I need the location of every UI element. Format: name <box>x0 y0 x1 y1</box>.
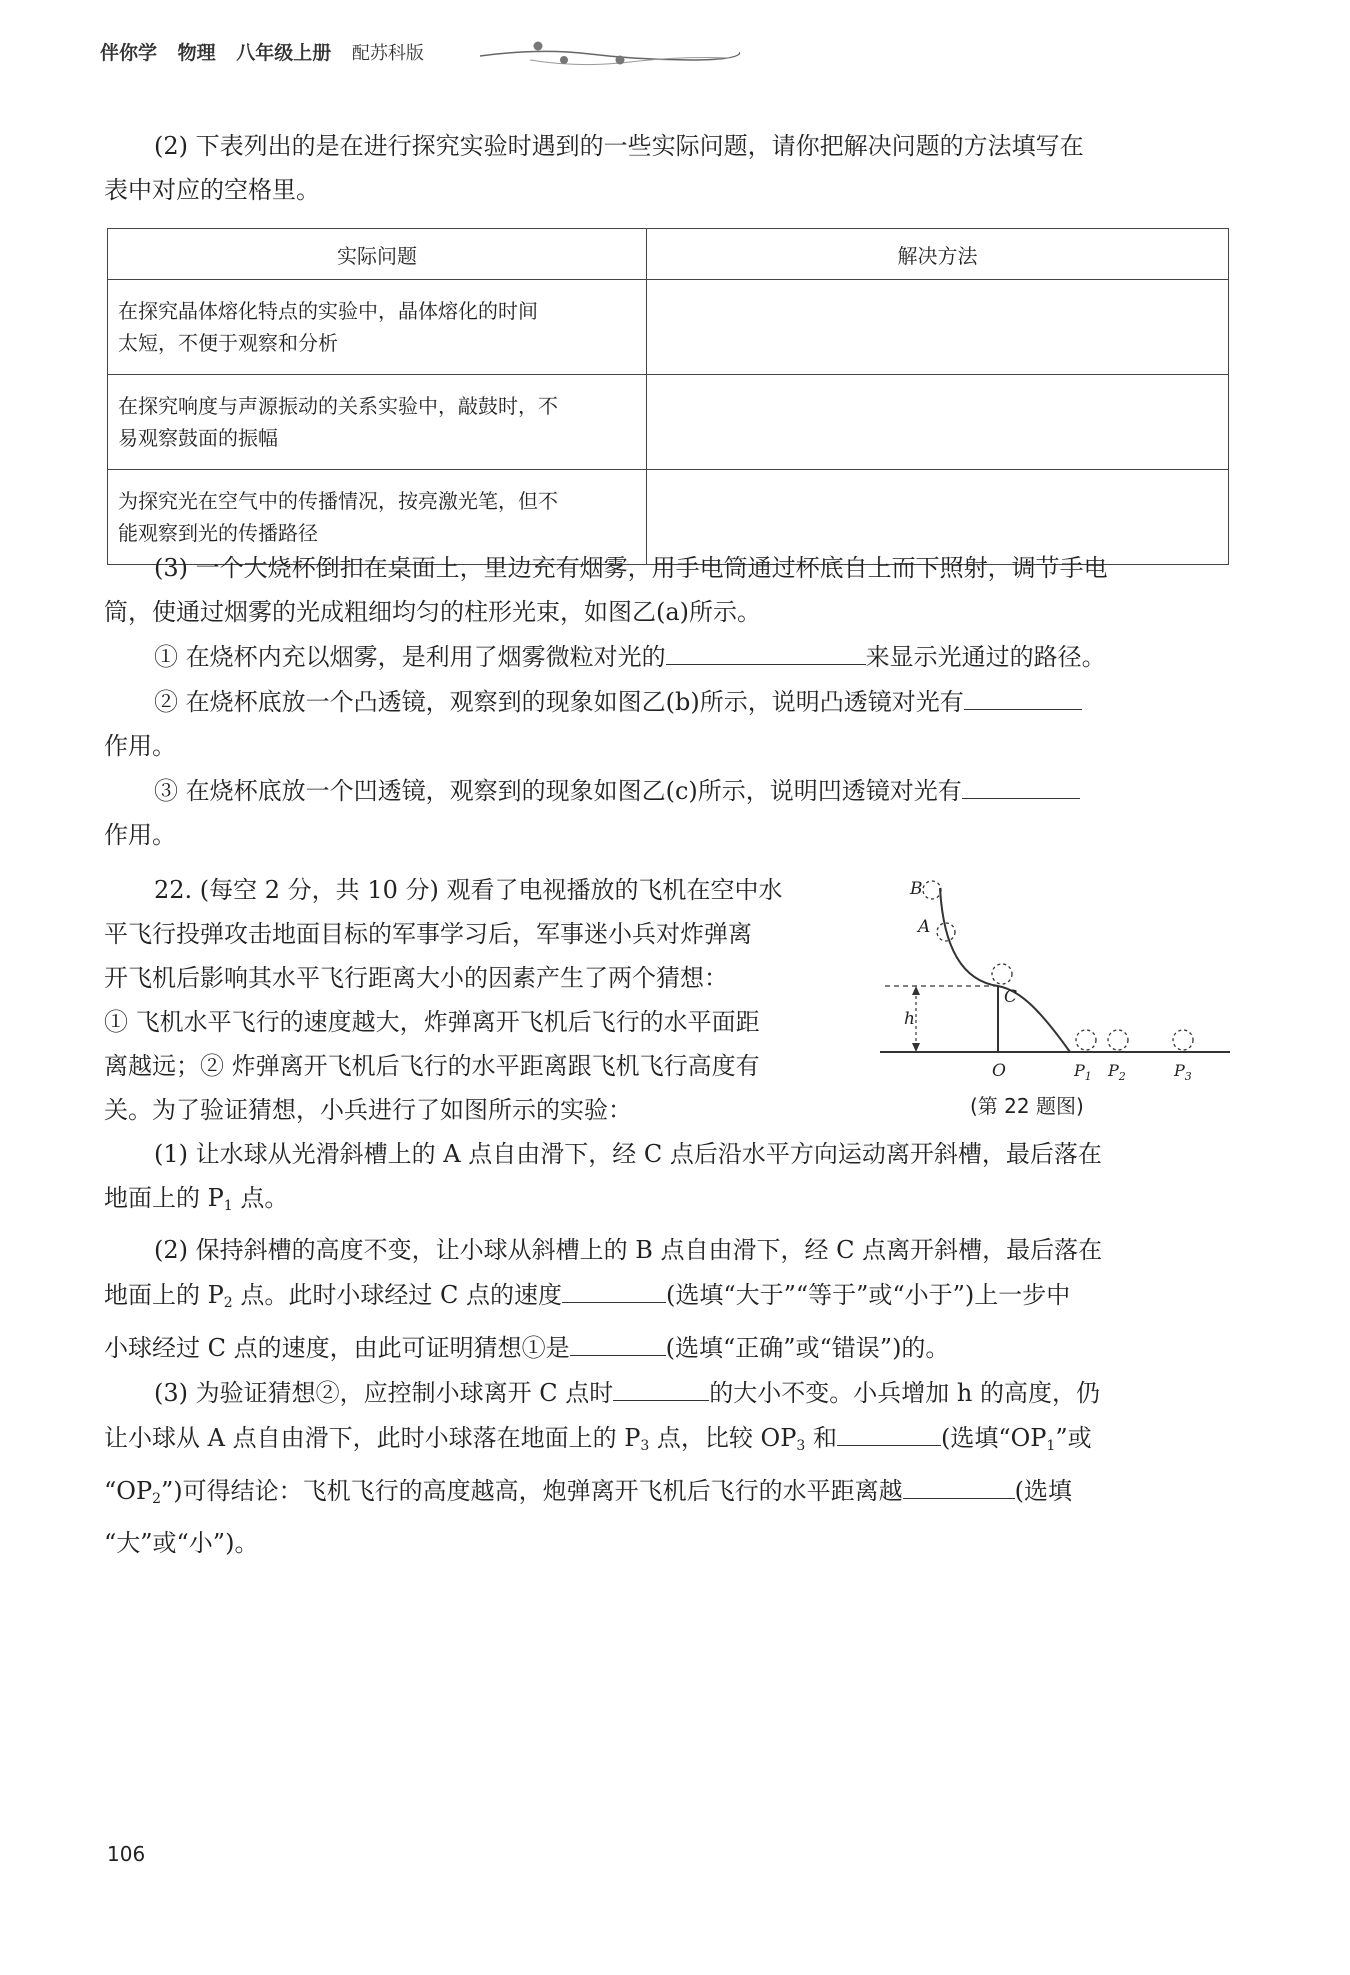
problem-cell: 为探究光在空气中的传播情况，按亮激光笔，但不 能观察到光的传播路径 <box>108 470 647 565</box>
q21-part2-text: (2) 下表列出的是在进行探究实验时遇到的一些实际问题，请你把解决问题的方法填写在 表中对应的空格里。 <box>104 132 1084 204</box>
label-P3: $P_3$ <box>1174 1061 1192 1083</box>
blank-guess1[interactable] <box>570 1325 666 1356</box>
label-P1: $P_1$ <box>1074 1061 1092 1083</box>
ball-P2 <box>1108 1030 1128 1050</box>
header-problem: 实际问题 <box>108 229 647 280</box>
header-decoration <box>480 38 740 78</box>
book-title: 伴你学 <box>100 42 158 64</box>
solution-cell[interactable] <box>647 375 1229 470</box>
table-row <box>108 280 1229 375</box>
q21-part3-text: (3) 一个大烧杯倒扣在桌面上，里边充有烟雾，用手电筒通过杯底自上而下照射，调节手电 筒，使通过烟雾的光成粗细均匀的柱形光束，如图乙(a)所示。 ① 在烧杯内充以烟雾，是利用了烟雾微粒对光的 来显示光通过的路径。 ② 在烧杯底放一个凸透镜，观察到的现象如图乙(b)所示，说明凸透镜对光有 作用。 ③ 在烧杯底放一个凹透镜，观察到的现象如图乙(c)所示，说明凹透镜对光有 作用。 <box>104 546 1230 857</box>
item2: ② 在烧杯底放一个凸透镜，观察到的现象如图乙(b)所示，说明凸透镜对光有 <box>104 679 1230 724</box>
blank-speed[interactable] <box>562 1272 666 1303</box>
item3: ③ 在烧杯底放一个凹透镜，观察到的现象如图乙(c)所示，说明凹透镜对光有 <box>104 768 1230 813</box>
table-header-row <box>108 229 1229 280</box>
blank-1[interactable] <box>666 634 866 665</box>
label-C: C <box>1004 987 1018 1007</box>
ramp-curve <box>940 888 1070 1052</box>
item1: ① 在烧杯内充以烟雾，是利用了烟雾微粒对光的 来显示光通过的路径。 <box>104 634 1230 679</box>
solution-cell[interactable] <box>647 280 1229 375</box>
problem-solution-table <box>107 228 1229 565</box>
problem-cell: 在探究响度与声源振动的关系实验中，敲鼓时，不 易观察鼓面的振幅 <box>108 375 647 470</box>
figure-caption: (第 22 题图) <box>970 1094 1084 1118</box>
label-h: h <box>904 1009 915 1029</box>
q22-figure <box>880 870 1240 1090</box>
label-B: B <box>910 879 923 899</box>
ball-B <box>923 881 941 899</box>
problem-cell: 在探究晶体熔化特点的实验中，晶体熔化的时间 太短，不便于观察和分析 <box>108 280 647 375</box>
page-number: 106 <box>107 1842 146 1866</box>
subject-label: 物理 <box>177 42 216 64</box>
table-row <box>108 375 1229 470</box>
blank-distance[interactable] <box>903 1468 1015 1499</box>
edition-label: 配苏科版 <box>351 43 424 64</box>
blank-compare[interactable] <box>837 1415 941 1446</box>
ball-P3 <box>1173 1030 1193 1050</box>
label-O: O <box>992 1061 1006 1081</box>
q22-parts: (1) 让水球从光滑斜槽上的 A 点自由滑下，经 C 点后沿水平方向运动离开斜槽，最后落在 地面上的 $P_1$ 点。 (2) 保持斜槽的高度不变，让小球从斜槽上的 B 点自由滑下，经 C 点离开斜槽，最后落在 地面上的 $P_2$ 点。此时小球经过 C 点的速度 (选填“大于”“等于”或“小于”)上一步中 小球经过 C 点的速度，由此可证明猜想①是 (选填“正确”或“错误”)的。 (3) 为验证猜想②，应控制小球离开 C 点时 的大小不变。小兵增加 h 的高度，仍 让小球从 A 点自由滑下，此时小球落在地面上的 $P_3$ 点，比较 $OP_3$ 和 (选填“$OP_1$”或 “$OP_2$”)可得结论：飞机飞行的高度越高，炮弹离开飞机后飞行的水平距离越 (选填 “大”或“小”)。 <box>104 1140 1103 1557</box>
label-P2: $P_2$ <box>1108 1061 1126 1083</box>
blank-2[interactable] <box>964 679 1082 710</box>
grade-label: 八年级上册 <box>236 42 332 64</box>
blank-control[interactable] <box>613 1370 709 1401</box>
label-A: A <box>918 917 931 937</box>
blank-3[interactable] <box>962 768 1080 799</box>
header-text <box>100 38 438 65</box>
ball-C <box>992 964 1012 984</box>
header-solution: 解决方法 <box>647 229 1229 280</box>
page-header <box>100 38 740 78</box>
ball-P1 <box>1076 1030 1096 1050</box>
q22-intro: 22. (每空 2 分，共 10 分) 观看了电视播放的飞机在空中水 平飞行投弹攻击地面目标的军事学习后，军事迷小兵对炸弹离 开飞机后影响其水平飞行距离大小的因素产生了两个猜想： ① 飞机水平飞行的速度越大，炸弹离开飞机后飞行的水平面距 离越远；② 炸弹离开飞机后飞行的水平距离跟飞机飞行高度有 关。为了验证猜想，小兵进行了如图所示的实验： <box>104 876 783 1124</box>
